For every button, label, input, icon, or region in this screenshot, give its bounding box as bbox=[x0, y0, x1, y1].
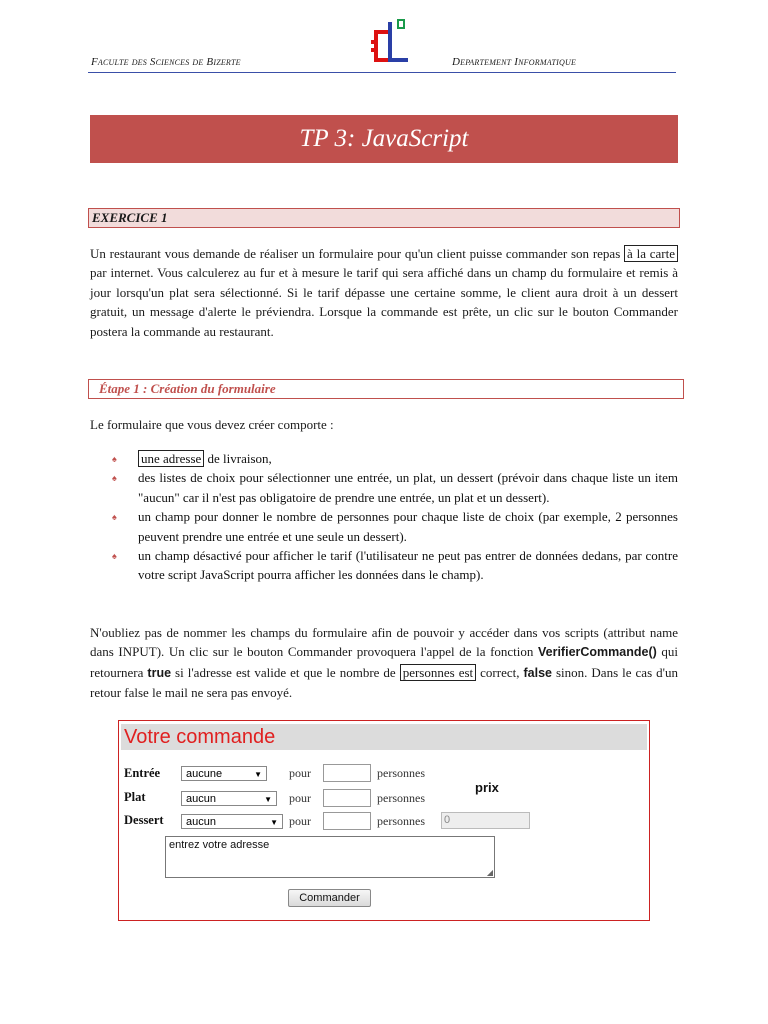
bullet-icon: ♠ bbox=[112, 454, 117, 464]
closing-text: N'oubliez pas de nommer les champs du formulaire afin de pouvoir y accéder dans vos scripts (attribut name dans INPUT). Un clic sur le bouton Commander provoquera l'appel de la fonction bbox=[90, 625, 678, 660]
list-item bbox=[112, 507, 678, 546]
list-item-text: de livraison, bbox=[204, 451, 272, 466]
pour-label: pour bbox=[289, 766, 311, 780]
keyword-true: true bbox=[147, 665, 172, 680]
boxed-term: une adresse bbox=[138, 450, 204, 467]
select-value: aucun bbox=[186, 793, 216, 805]
closing-paragraph bbox=[90, 623, 678, 703]
resize-grip-icon[interactable]: ◢ bbox=[486, 868, 493, 877]
function-name: VerifierCommande() bbox=[538, 645, 657, 660]
list-item bbox=[112, 468, 678, 507]
closing-text: qui retournera bbox=[90, 644, 678, 680]
di-logo bbox=[368, 18, 414, 66]
header-department: Departement Informatique bbox=[452, 56, 577, 68]
step-heading bbox=[88, 379, 684, 399]
select-value: aucun bbox=[186, 816, 216, 828]
exercise-heading bbox=[88, 208, 680, 228]
dropdown-arrow-icon: ▼ bbox=[254, 770, 262, 779]
select-value: aucune bbox=[186, 768, 223, 780]
order-form-figure bbox=[118, 720, 650, 921]
form-intro: Le formulaire que vous devez créer comporte : bbox=[90, 417, 334, 432]
bullet-icon: ♠ bbox=[112, 512, 117, 523]
tarif-field-disabled: 0 bbox=[441, 812, 530, 829]
label-dessert: Dessert bbox=[124, 813, 164, 827]
quantity-input-plat[interactable] bbox=[323, 789, 371, 807]
closing-text: si l'adresse est valide et que le nombre de bbox=[171, 664, 400, 680]
header-faculty: Faculte des Sciences de Bizerte bbox=[91, 56, 241, 68]
personnes-label: personnes bbox=[377, 766, 425, 780]
bullet-icon: ♠ bbox=[112, 473, 117, 484]
dropdown-arrow-icon: ▼ bbox=[264, 795, 272, 804]
boxed-term: personnes est bbox=[400, 664, 476, 681]
personnes-label: personnes bbox=[377, 791, 425, 805]
form-title: Votre commande bbox=[121, 724, 647, 750]
prix-label: prix bbox=[475, 780, 499, 795]
closing-text: correct, bbox=[476, 664, 524, 680]
step-label: Étape 1 : Création du formulaire bbox=[99, 381, 276, 396]
list-item bbox=[112, 546, 678, 585]
list-item-text: des listes de choix pour sélectionner une entrée, un plat, un dessert (prévoir dans chaque liste un item "aucun" car il n'est pas obligatoire de prendre une entrée, un plat et un dessert). bbox=[138, 470, 678, 505]
address-textarea[interactable] bbox=[165, 836, 495, 878]
list-item-text: un champ pour donner le nombre de personnes pour chaque liste de choix (par exemple, 2 personnes peuvent prendre une entrée et une seule un dessert). bbox=[138, 509, 678, 544]
intro-text-1: Un restaurant vous demande de réaliser un formulaire pour qu'un client puisse commander son repas bbox=[90, 246, 625, 261]
list-item bbox=[112, 449, 678, 468]
personnes-label: personnes bbox=[377, 814, 425, 828]
keyword-false: false bbox=[523, 665, 552, 680]
page-title: TP 3: JavaScript bbox=[299, 125, 469, 152]
list-item-text: un champ désactivé pour afficher le tarif (l'utilisateur ne peut pas entrer de données dedans, par contre votre script JavaScript pourra afficher les données dans le champ). bbox=[138, 548, 678, 583]
select-entree[interactable] bbox=[181, 766, 267, 781]
requirements-list bbox=[112, 449, 678, 585]
quantity-input-entree[interactable] bbox=[323, 764, 371, 782]
pour-label: pour bbox=[289, 791, 311, 805]
address-placeholder: entrez votre adresse bbox=[169, 839, 270, 851]
exercise-label: EXERCICE 1 bbox=[92, 210, 168, 225]
select-plat[interactable] bbox=[181, 791, 277, 806]
intro-text-2: par internet. Vous calculerez au fur et à mesure le tarif qui sera affiché dans un champ du formulaire et remis à jour lorsqu'un plat sera sélectionné. Si le tarif dépasse une certaine somme, le client aura droit à un dessert gratuit, un message d'alerte le préviendra. Lorsque la commande est prête, un clic sur le bouton Commander postera la commande au restaurant. bbox=[90, 265, 678, 339]
intro-boxed-term: à la carte bbox=[624, 245, 678, 262]
bullet-icon: ♠ bbox=[112, 551, 117, 562]
pour-label: pour bbox=[289, 814, 311, 828]
page-title-band bbox=[90, 115, 678, 163]
header-divider bbox=[88, 72, 676, 73]
label-plat: Plat bbox=[124, 790, 146, 804]
quantity-input-dessert[interactable] bbox=[323, 812, 371, 830]
dropdown-arrow-icon: ▼ bbox=[270, 818, 278, 827]
closing-text: sinon. Dans le cas d'un retour false le mail ne sera pas envoyé. bbox=[90, 664, 678, 701]
label-entree: Entrée bbox=[124, 766, 161, 780]
commander-button[interactable]: Commander bbox=[288, 889, 371, 907]
intro-paragraph bbox=[90, 244, 678, 341]
select-dessert[interactable] bbox=[181, 814, 283, 829]
